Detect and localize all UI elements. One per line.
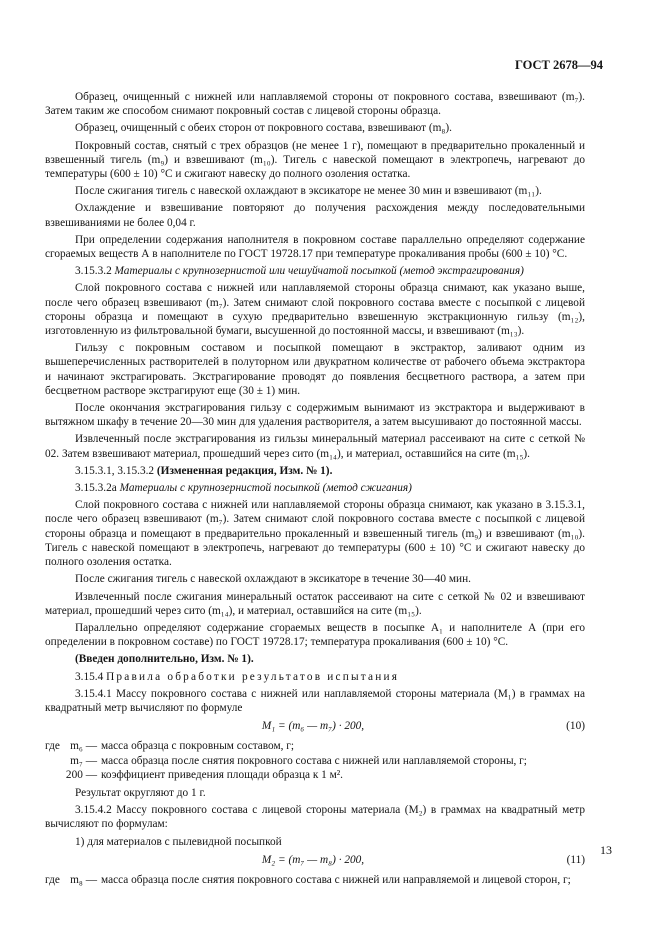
paragraph: Слой покровного состава с нижней или наплавляемой стороны образца снимают, как указано в 3.15.3.1, после чего образец взвешивают (m₇). Затем снимают слой покровного состава вместе с посыпкой с лицевой стороны образца и помещают в предварительно прокаленный и взвешенный тигель (m₉) и взвешивают (m₁₀). Тигель с навеской помещают в электропечь, нагревают до температуры (600 ± 10) °С и сжигают навеску до полного озоления остатка. [45,499,585,569]
definition-prefix: где [45,873,60,886]
formula-number: (10) [566,720,585,733]
formula-11 [45,853,585,867]
definition-row [45,739,585,753]
amendment-ref: 3.15.3.1, 3.15.3.2 [75,464,155,477]
amendment-text: (Измененная редакция, Изм. № 1). [156,464,333,477]
section-heading-3-15-3-2 [45,264,585,278]
paragraph: 3.15.4.1 Массу покровного состава с нижней или наплавляемой стороны материала (M₁) в граммах на квадратный метр вычисляют по формуле [45,687,585,714]
paragraph: 1) для материалов с пылевидной посыпкой [75,835,282,848]
document-body [45,90,585,891]
definition-text: масса образца после снятия покровного состава с нижней или наплавляемой стороны, г; [101,754,527,767]
definition-prefix [45,754,65,768]
definition-symbol: m₇ — [70,754,97,767]
formula-text: M₂ = (m₇ — m₈) · 200, [261,853,365,866]
section-number: 3.15.3.2 [75,265,112,278]
definition-symbol: m₈ — [70,873,97,886]
introduction-note: (Введен дополнительно, Изм. № 1). [75,653,254,666]
definition-row [45,754,585,768]
paragraph: После сжигания тигель с навеской охлаждают в эксикаторе в течение 30—40 мин. [75,573,471,586]
section-title: Материалы с крупнозернистой или чешуйчатой посыпкой (метод экстрагирования) [114,265,524,278]
paragraph: Покровный состав, снятый с трех образцов (не менее 1 г), помещают в предварительно прокаленный и взвешенный тигель (m₉) и взвешивают (m₁₀). Тигель с навеской помещают в электропечь, нагревают до температуры (600 ± 10) °С и сжигают навеску до полного озоления остатка. [45,139,585,181]
paragraph: Извлеченный после сжигания минеральный остаток рассеивают на сите с сеткой № 02 и взвешивают материал, прошедший через сито (m₁₄), и материал, оставшийся на сите (m₁₅). [45,590,585,617]
definition-symbol: m₆ — [70,740,97,753]
paragraph: Извлеченный после экстрагирования из гильзы минеральный материал рассеивают на сите с сеткой № 02. Затем взвешивают материал, прошедший через сито (m₁₄), и материал, оставшийся на сите (m₁₅). [45,433,585,460]
amendment-note [45,464,585,478]
paragraph: Слой покровного состава с нижней или наплавляемой стороны образца снимают, как указано выше, после чего образец взвешивают (m₇). Затем снимают слой покровного состава вместе с посыпкой с лицевой стороны образца и помещают в сухую предварительно взвешенную экстракционную гильзу (m₁₂), изготовленную из фильтровальной бумаги, высушенной до постоянной массы, и взвешивают (m₁₃). [45,282,585,338]
definitions-10 [45,739,585,782]
paragraph: Результат округляют до 1 г. [75,786,206,799]
definition-text: масса образца после снятия покровного состава с нижней или направляемой и лицевой сторон, г; [101,873,571,886]
page-number: 13 [600,843,612,857]
paragraph: Охлаждение и взвешивание повторяют до получения расхождения между последовательными взвешиваниями не более 0,04 г. [45,202,585,229]
definition-row [45,873,585,887]
definition-prefix: где [45,740,60,753]
section-title: Материалы с крупнозернистой посыпкой (метод сжигания) [119,482,412,495]
section-number: 3.15.3.2а [75,482,117,495]
section-heading-3-15-4 [45,670,585,684]
formula-text: M₁ = (m₆ — m₇) · 200, [261,720,365,733]
formula-10 [45,719,585,733]
paragraph: Параллельно определяют содержание сгораемых веществ в посыпке А₁ и наполнителе А (при его определении в покровном составе) по ГОСТ 19728.17; температура прокаливания (600 ± 10) °С. [45,621,585,649]
paragraph: При определении содержания наполнителя в покровном составе параллельно определяют содержание сгораемых веществ А в наполнителе по ГОСТ 19728.17 при температуре прокаливания пробы (600 ± 10) °С. [45,233,585,261]
document-header: ГОСТ 2678—94 [514,58,603,72]
definition-symbol: 200 — [65,768,97,781]
paragraph: Образец, очищенный с нижней или наплавляемой стороны от покровного состава, взвешивают (m₇). Затем таким же способом снимают покровный состав с лицевой стороны образца. [45,91,585,118]
definition-text: масса образца с покровным составом, г; [101,740,295,753]
definitions-11 [45,873,585,887]
paragraph: После окончания экстрагирования гильзу с содержимым вынимают из экстрактора и выдерживают в вытяжном шкафу в течение 20—30 мин для удаления растворителя, а затем высушивают до постоянной массы. [45,402,585,429]
paragraph: После сжигания тигель с навеской охлаждают в эксикаторе не менее 30 мин и взвешивают (m₁₁). [75,185,542,198]
section-heading-3-15-3-2a [45,481,585,495]
formula-number: (11) [566,853,585,866]
section-title: Правила обработки результатов испытания [106,670,400,683]
section-number: 3.15.4 [75,670,104,683]
definition-text: коэффициент приведения площади образца к 1 м². [101,768,343,781]
paragraph: Гильзу с покровным составом и посыпкой помещают в экстрактор, заливают одним из вышеперечисленных растворителей в полуторном или двукратном количестве от рабочего объема экстрактора и начинают экстрагировать. Экстрагирование проводят до появления бесцветного раствора, а затем при бесцветном растворе экстрагируют еще (30 ± 1) мин. [45,342,585,397]
paragraph: 3.15.4.2 Массу покровного состава с лицевой стороны материала (M₂) в граммах на квадратный метр вычисляют по формулам: [45,804,585,831]
definition-prefix [45,768,65,782]
definition-row [45,768,585,782]
paragraph: Образец, очищенный с обеих сторон от покровного состава, взвешивают (m₈). [75,122,452,135]
